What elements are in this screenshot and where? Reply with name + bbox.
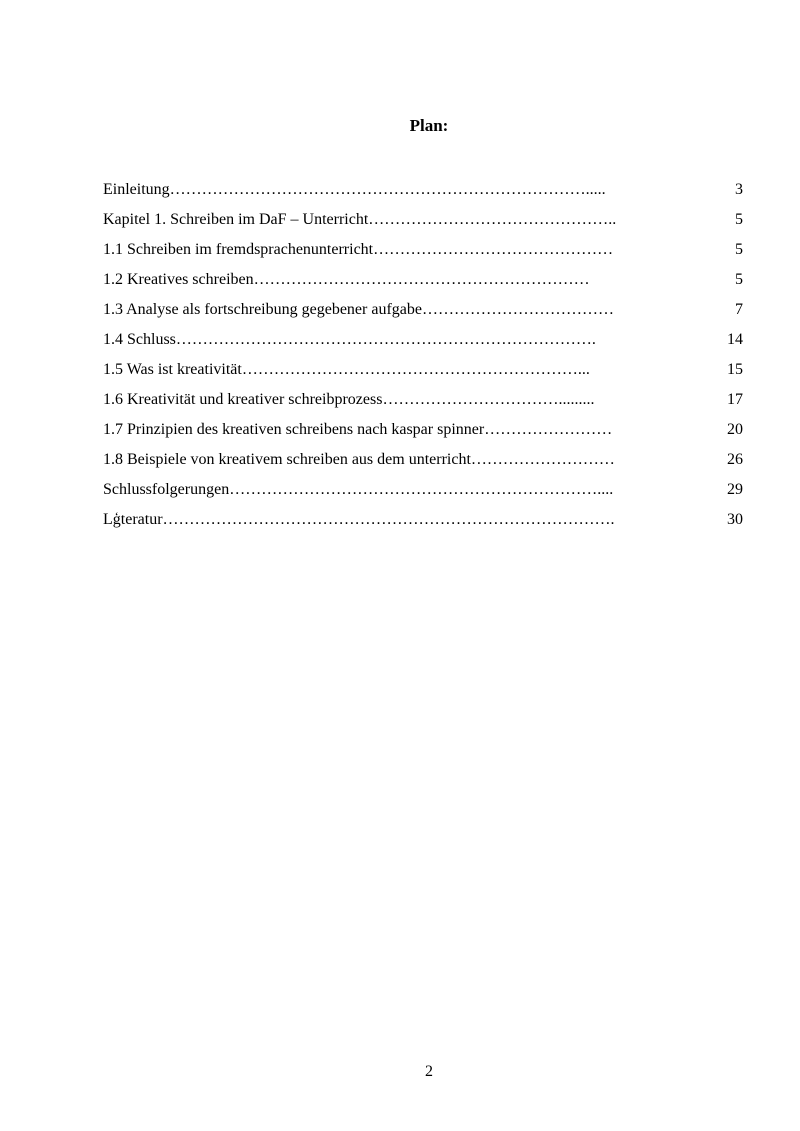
toc-entry-page: 3 [735,181,743,198]
footer-page-number: 2 [425,1063,433,1080]
toc-entry-page: 20 [727,421,743,438]
toc-entry-einleitung [103,179,743,209]
toc-entry-literatur [103,509,743,539]
toc-entry-1-5 [103,359,743,389]
toc-entry-text: 1.2 Kreatives schreiben……………………………………………………… [103,271,590,288]
toc-entry-page: 5 [735,271,743,288]
toc-entry-page: 30 [727,511,743,528]
table-of-contents [103,179,743,539]
toc-entry-text: 1.7 Prinzipien des kreativen schreibens nach kaspar spinner…………………… [103,421,613,438]
toc-entry-1-1 [103,239,743,269]
toc-entry-1-7 [103,419,743,449]
toc-entry-page: 26 [727,451,743,468]
toc-entry-page: 14 [727,331,743,348]
toc-entry-text: Schlussfolgerungen…………………………………………………………….... [103,481,614,498]
toc-entry-text: 1.3 Analyse als fortschreibung gegebener aufgabe……………………………… [103,301,614,318]
toc-entry-1-2 [103,269,743,299]
toc-entry-page: 5 [735,211,743,228]
toc-entry-1-4 [103,329,743,359]
toc-entry-page: 29 [727,481,743,498]
toc-entry-page: 17 [727,391,743,408]
toc-entry-1-8 [103,449,743,479]
toc-entry-kapitel-1 [103,209,743,239]
toc-entry-text: 1.5 Was ist kreativität………………………………………………………... [103,361,590,378]
toc-entry-text: 1.4 Schluss……………………………………………………………………. [103,331,596,348]
toc-entry-text: 1.6 Kreativität und kreativer schreibprozess……………………………......... [103,391,595,408]
toc-entry-1-6 [103,389,743,419]
toc-entry-schlussfolgerungen [103,479,743,509]
toc-entry-text: Kapitel 1. Schreiben im DaF – Unterricht……………………………………….. [103,211,617,228]
toc-entry-page: 7 [735,301,743,318]
toc-entry-text: 1.1 Schreiben im fremdsprachenunterricht……………………………………… [103,241,614,258]
toc-entry-1-3 [103,299,743,329]
toc-entry-text: Einleitung……………………………………………………………………..... [103,181,606,198]
toc-entry-text: Lģteratur…………………………………………………………………………. [103,511,615,528]
page-title: Plan: [409,116,449,135]
toc-entry-page: 15 [727,361,743,378]
toc-entry-page: 5 [735,241,743,258]
toc-entry-text: 1.8 Beispiele von kreativem schreiben aus dem unterricht……………………… [103,451,615,468]
